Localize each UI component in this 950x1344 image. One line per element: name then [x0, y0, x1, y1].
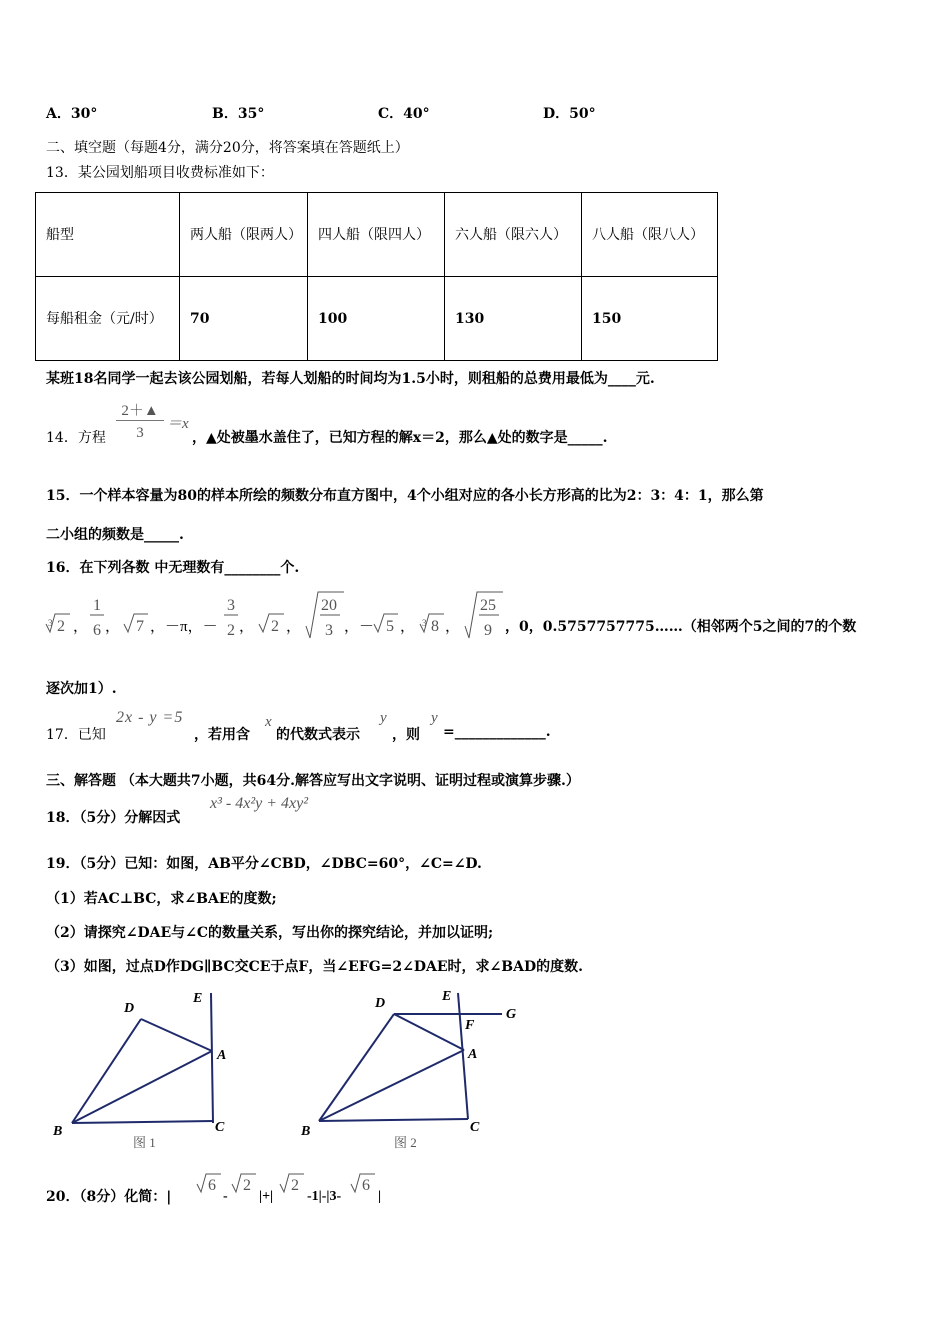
q20-mid: |+| [259, 1189, 274, 1204]
q17-var-y2: y [431, 710, 438, 726]
table-cell: 70 [180, 277, 308, 361]
q20-end: | [378, 1189, 382, 1204]
svg-text:2: 2 [271, 618, 279, 635]
section2-header: 二、填空题（每题4分，满分20分，将答案填在答题纸上） [46, 140, 409, 156]
svg-text:9: 9 [484, 622, 492, 639]
label-a: A [468, 1047, 478, 1062]
table-cell: 150 [582, 277, 718, 361]
q19-part1: （1）若AC⊥BC，求∠BAE的度数; [46, 891, 277, 907]
radicand-6: 6 [208, 1177, 216, 1194]
q14-rhs: ＝x [167, 416, 189, 432]
q16-line1: 16．在下列各数 中无理数有________个. [46, 560, 300, 576]
svg-text:，: ， [105, 619, 121, 635]
sqrt-7 [124, 614, 148, 635]
radicand-2b: 2 [291, 1177, 299, 1194]
svg-text:8: 8 [431, 618, 439, 635]
cbrt-8 [420, 614, 444, 635]
svg-text:1: 1 [93, 597, 101, 614]
q19-part2: （2）请探究∠DAE与∠C的数量关系，写出你的探究结论，并加以证明; [46, 925, 494, 941]
comma: ， [73, 619, 89, 635]
svg-text:，－: ，－ [344, 619, 375, 635]
svg-text:2: 2 [227, 622, 235, 639]
q16-line3: 逐次加1）. [46, 681, 117, 697]
label-d: D [375, 996, 386, 1011]
section3-header: 三、解答题 （本大题共7小题，共64分.解答应写出文字说明、证明过程或演算步骤.） [46, 773, 580, 789]
table-cell: 八人船（限八人） [582, 193, 718, 277]
label-b: B [53, 1124, 63, 1139]
q19-line1: 19．（5分）已知：如图，AB平分∠CBD，∠DBC=60°，∠C=∠D. [46, 856, 482, 872]
cbrt-2 [46, 614, 70, 635]
q18-expression: x³ - 4x²y + 4xy² [210, 795, 309, 812]
q17-mid3: ，则 [392, 727, 420, 743]
q15-line1: 15．一个样本容量为80的样本所绘的频数分布直方图中，4个小组对应的各小长方形高的比为2：3：4：1，那么第 [46, 488, 764, 504]
table-cell: 两人船（限两人） [180, 193, 308, 277]
svg-text:，: ， [445, 619, 461, 635]
table-cell: 130 [445, 277, 582, 361]
q16-tail: ，0，0.5757757775……（相邻两个5之间的7的个数 [505, 619, 857, 635]
q20-expression [195, 1170, 385, 1210]
fraction-1-6 [90, 597, 104, 639]
q13-question: 某班18名同学一起去该公园划船，若每人划船的时间均为1.5小时，则租船的总费用最低为____元. [46, 371, 655, 387]
sqrt-25-over-9 [465, 592, 503, 639]
q17-prefix: 17．已知 [46, 727, 106, 743]
q17-mid1: ，若用含 [194, 727, 250, 743]
svg-text:20: 20 [321, 597, 337, 614]
table-cell: 六人船（限六人） [445, 193, 582, 277]
q17-suffix: =_____________. [443, 724, 551, 740]
svg-text:3: 3 [325, 622, 333, 639]
label-g: G [506, 1007, 517, 1022]
q17-var-y: y [380, 710, 387, 726]
q20-mid2: -1|-|3- [307, 1189, 342, 1204]
option-a: A．30° [46, 106, 98, 122]
radicand-2: 2 [243, 1177, 251, 1194]
option-d: D．50° [543, 106, 596, 122]
minus: - [223, 1189, 228, 1204]
svg-text:，－π，－: ，－π，－ [150, 619, 218, 635]
option-b: B．35° [212, 106, 265, 122]
q17-mid2: 的代数式表示 [276, 727, 360, 743]
table-cell: 每船租金（元/时） [36, 277, 180, 361]
label-e: E [442, 989, 452, 1004]
sqrt-20-over-3 [306, 592, 344, 639]
q16-number-list [40, 588, 560, 648]
index-3: 3 [48, 618, 53, 628]
table-cell: 四人船（限四人） [308, 193, 445, 277]
fraction-3-2 [224, 597, 238, 639]
label-d: D [124, 1001, 135, 1016]
label-b: B [301, 1124, 311, 1139]
q15-line2: 二小组的频数是_____. [46, 527, 184, 543]
figure-2-caption: 图 2 [394, 1135, 417, 1150]
q14-prefix: 14．方程 [46, 430, 106, 446]
svg-text:，: ， [400, 619, 416, 635]
label-f: F [465, 1018, 475, 1033]
svg-text:6: 6 [93, 622, 101, 639]
fraction-bar [116, 420, 164, 421]
q19-part3: （3）如图，过点D作DG∥BC交CE于点F，当∠EFG=2∠DAE时，求∠BAD的度数. [46, 959, 583, 975]
label-c: C [215, 1120, 225, 1135]
svg-text:3: 3 [422, 618, 427, 628]
sqrt-5 [374, 614, 398, 635]
svg-text:3: 3 [227, 597, 235, 614]
q14-suffix: ，▲处被墨水盖住了，已知方程的解x＝2，那么▲处的数字是_____. [192, 430, 608, 446]
label-e: E [193, 991, 203, 1006]
svg-text:，: ， [286, 619, 302, 635]
boat-fee-table [35, 192, 718, 361]
q17-equation: 2x - y =5 [116, 709, 184, 726]
q14-fraction-denominator: 3 [136, 425, 144, 441]
svg-text:，: ， [239, 619, 255, 635]
q17-var-x: x [265, 714, 272, 730]
sqrt-2 [259, 614, 284, 635]
svg-text:7: 7 [136, 618, 144, 635]
svg-text:5: 5 [386, 618, 394, 635]
figure-1 [40, 985, 250, 1155]
figure-1-caption: 图 1 [133, 1135, 156, 1150]
q14-fraction-numerator: 2＋▲ [121, 403, 159, 419]
svg-text:25: 25 [480, 597, 496, 614]
radicand: 2 [57, 618, 65, 635]
radicand-6b: 6 [362, 1177, 370, 1194]
q20-prefix: 20．（8分）化简：| [46, 1189, 172, 1205]
option-c: C．40° [378, 106, 430, 122]
label-a: A [217, 1048, 227, 1063]
table-cell: 100 [308, 277, 445, 361]
q18-prefix: 18．（5分）分解因式 [46, 810, 181, 826]
figure-2 [290, 985, 540, 1155]
label-c: C [470, 1120, 480, 1135]
q13-intro: 13．某公园划船项目收费标准如下： [46, 165, 274, 181]
table-cell: 船型 [36, 193, 180, 277]
